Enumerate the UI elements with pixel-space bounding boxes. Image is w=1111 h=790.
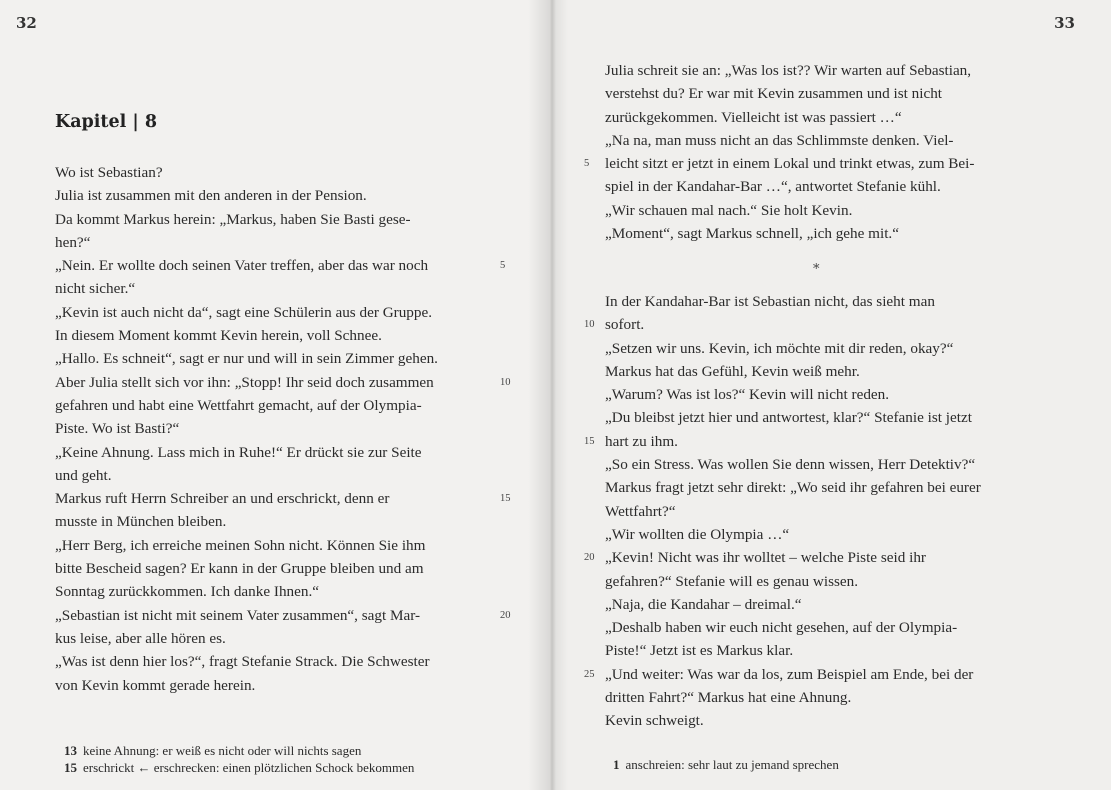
line-text: gefahren?“ Stefanie will es genau wissen. (605, 572, 859, 590)
text-line (605, 476, 1041, 499)
line-text: Wettfahrt?“ (605, 502, 676, 520)
line-text: In der Kandahar-Bar ist Sebastian nicht, das sieht man (605, 293, 935, 310)
line-text: kus leise, aber alle hören es. (55, 629, 226, 647)
line-text: Wo ist Sebastian? (55, 164, 163, 181)
line-text: „Sebastian ist nicht mit seinem Vater zusammen“, sagt Mar- (55, 606, 421, 624)
line-number: 25 (584, 668, 595, 680)
text-line (55, 650, 495, 673)
section-separator: * (813, 262, 820, 277)
line-text: „So ein Stress. Was wollen Sie denn wissen, Herr Detektiv?“ (605, 456, 976, 474)
text-line (605, 383, 1041, 406)
line-text: zurückgekommen. Vielleicht ist was passiert …“ (605, 108, 902, 126)
footnote (613, 756, 839, 773)
text-line (55, 371, 511, 394)
line-text: Piste!“ Jetzt ist es Markus klar. (605, 642, 794, 660)
line-text: Julia schreit sie an: „Was los ist?? Wir warten auf Sebastian, (605, 62, 972, 79)
line-text: „Wir schauen mal nach.“ Sie holt Kevin. (605, 201, 853, 219)
left-footnotes (64, 742, 414, 776)
line-text: Markus fragt jetzt sehr direkt: „Wo seid ihr gefahren bei eurer (605, 479, 981, 497)
line-text: „Warum? Was ist los?“ Kevin will nicht reden. (605, 386, 890, 404)
line-text: „Kevin ist auch nicht da“, sagt eine Schülerin aus der Gruppe. (55, 303, 433, 321)
line-text: verstehst du? Er war mit Kevin zusammen und ist nicht (605, 85, 943, 103)
text-line (55, 580, 495, 603)
line-text: Julia ist zusammen mit den anderen in der Pension. (55, 187, 367, 205)
footnote-text: anschreien: sehr laut zu jemand sprechen (625, 757, 839, 772)
line-text: „Deshalb haben wir euch nicht gesehen, auf der Olympia- (605, 619, 958, 637)
line-text: Da kommt Markus herein: „Markus, haben Sie Basti gese- (55, 210, 411, 228)
text-line (605, 129, 1041, 152)
line-text: bitte Bescheid sagen? Er kann in der Gruppe bleiben und am (55, 560, 424, 578)
line-text: Markus ruft Herrn Schreiber an und erschrickt, denn er (55, 490, 390, 508)
text-line (605, 106, 1041, 129)
text-line (55, 324, 495, 347)
line-text: „Naja, die Kandahar – dreimal.“ (605, 595, 802, 613)
text-line (584, 152, 1041, 175)
footnote-number: 1 (613, 757, 620, 772)
line-text: dritten Fahrt?“ Markus hat eine Ahnung. (605, 689, 852, 707)
line-text: leicht sitzt er jetzt in einem Lokal und trinkt etwas, zum Bei- (605, 155, 975, 173)
line-text: musste in München bleiben. (55, 513, 227, 531)
text-line (55, 487, 511, 510)
footnote-text: keine Ahnung: er weiß es nicht oder will nichts sagen (83, 743, 362, 758)
line-number: 20 (500, 609, 511, 621)
line-text: von Kevin kommt gerade herein. (55, 676, 256, 694)
footnote (64, 742, 414, 759)
text-line (605, 570, 1041, 593)
text-line (55, 417, 495, 440)
text-line (584, 313, 1041, 336)
text-line (605, 290, 1041, 313)
page-number-left: 32 (16, 14, 37, 32)
line-number: 15 (500, 493, 511, 505)
text-line (55, 208, 495, 231)
text-line (605, 175, 1041, 198)
line-text: Markus hat das Gefühl, Kevin weiß mehr. (605, 362, 860, 380)
line-text: und geht. (55, 466, 112, 484)
footnote-text: erschrickt ← erschrecken: einen plötzlichen Schock bekommen (83, 760, 415, 775)
text-line (584, 430, 1041, 453)
line-number: 5 (584, 158, 590, 170)
line-text: hart zu ihm. (605, 432, 678, 450)
text-line (605, 523, 1041, 546)
text-line (55, 534, 495, 557)
line-text: „Und weiter: Was war da los, zum Beispiel am Ende, bei der (605, 665, 974, 683)
text-line (55, 674, 495, 697)
footnote-number: 15 (64, 760, 77, 775)
left-body-text (55, 161, 511, 697)
line-text: Aber Julia stellt sich vor ihn: „Stopp! Ihr seid doch zusammen (55, 373, 434, 391)
line-text: „Was ist denn hier los?“, fragt Stefanie Strack. Die Schwester (55, 653, 430, 671)
text-line (55, 394, 495, 417)
line-text: In diesem Moment kommt Kevin herein, voll Schnee. (55, 327, 382, 345)
text-line (55, 301, 495, 324)
line-text: „Nein. Er wollte doch seinen Vater treffen, aber das war noch (55, 257, 429, 275)
text-line (584, 546, 1041, 569)
text-line (55, 441, 495, 464)
line-text: spiel in der Kandahar-Bar …“, antwortet Stefanie kühl. (605, 178, 941, 196)
text-line (55, 277, 495, 300)
line-text: „Kevin! Nicht was ihr wolltet – welche Piste seid ihr (605, 549, 926, 567)
line-text: gefahren und habt eine Wettfahrt gemacht, auf der Olympia- (55, 396, 422, 414)
text-line (605, 82, 1041, 105)
text-line (55, 254, 506, 277)
line-number: 10 (584, 319, 595, 331)
line-text: hen?“ (55, 233, 91, 251)
line-text: „Du bleibst jetzt hier und antwortest, klar?“ Stefanie ist jetzt (605, 409, 972, 427)
text-line (605, 337, 1041, 360)
text-line (55, 510, 495, 533)
line-text: „Herr Berg, ich erreiche meinen Sohn nicht. Können Sie ihm (55, 536, 426, 554)
line-text: „Setzen wir uns. Kevin, ich möchte mit dir reden, okay?“ (605, 339, 954, 357)
text-line (55, 184, 495, 207)
line-number: 5 (500, 260, 506, 272)
text-line (584, 663, 1041, 686)
line-number: 15 (584, 435, 595, 447)
line-text: Sonntag zurückkommen. Ich danke Ihnen.“ (55, 583, 320, 601)
line-text: „Wir wollten die Olympia …“ (605, 525, 790, 543)
right-body-text-part2 (584, 290, 1041, 733)
footnote-number: 13 (64, 743, 77, 758)
line-text: Piste. Wo ist Basti?“ (55, 420, 180, 438)
right-body-text-part1 (584, 59, 1041, 245)
text-line (605, 639, 1041, 662)
text-line (55, 464, 495, 487)
line-text: sofort. (605, 316, 645, 334)
chapter-title: Kapitel | 8 (55, 112, 158, 132)
text-line (55, 627, 495, 650)
line-text: nicht sicher.“ (55, 280, 136, 298)
line-number: 10 (500, 376, 511, 388)
text-line (55, 557, 495, 580)
text-line (605, 222, 1041, 245)
text-line (55, 604, 511, 627)
text-line (55, 231, 495, 254)
line-text: Kevin schweigt. (605, 712, 704, 730)
text-line (605, 59, 1041, 82)
line-text: „Moment“, sagt Markus schnell, „ich gehe mit.“ (605, 225, 899, 243)
text-line (605, 360, 1041, 383)
line-text: „Na na, man muss nicht an das Schlimmste denken. Viel- (605, 131, 954, 149)
line-text: „Keine Ahnung. Lass mich in Ruhe!“ Er drückt sie zur Seite (55, 443, 422, 461)
text-line (605, 406, 1041, 429)
line-number: 20 (584, 552, 595, 564)
line-text: „Hallo. Es schneit“, sagt er nur und will in sein Zimmer gehen. (55, 350, 438, 368)
right-footnotes (613, 756, 839, 773)
text-line (55, 347, 495, 370)
text-line (605, 453, 1041, 476)
text-line (605, 709, 1041, 732)
text-line (605, 500, 1041, 523)
text-line (605, 616, 1041, 639)
text-line (605, 593, 1041, 616)
page-number-right: 33 (1054, 14, 1075, 32)
text-line (55, 161, 495, 184)
text-line (605, 686, 1041, 709)
text-line (605, 199, 1041, 222)
footnote (64, 759, 414, 776)
